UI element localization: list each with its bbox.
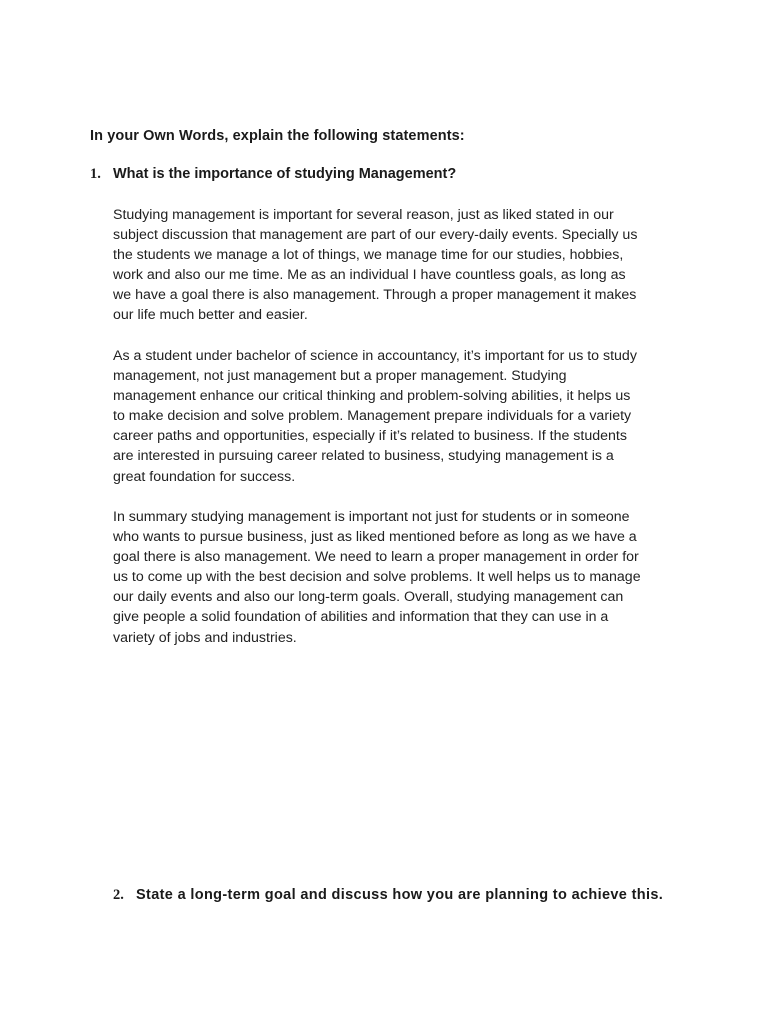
answer-line: who wants to pursue business, just as liked mentioned before as long as we have a bbox=[113, 529, 637, 546]
answer-line: As a student under bachelor of science in accountancy, it’s important for us to study bbox=[113, 348, 637, 364]
answer-line: management, not just management but a proper management. Studying bbox=[113, 368, 567, 385]
question-1-text: What is the importance of studying Management? bbox=[113, 166, 457, 182]
answer-line: we have a goal there is also management. Through a proper management it makes bbox=[113, 287, 637, 304]
question-2-text: State a long-term goal and discuss how you are planning to achieve this. bbox=[136, 887, 664, 903]
instruction-heading: In your Own Words, explain the following statements: bbox=[90, 128, 465, 144]
answer-line: us to come up with the best decision and solve problems. It well helps us to manage bbox=[113, 569, 641, 586]
question-1-number: 1. bbox=[90, 166, 101, 182]
question-2-number: 2. bbox=[113, 887, 124, 903]
answer-line: goal there is also management. We need to learn a proper management in order for bbox=[113, 549, 639, 566]
answer-line: Studying management is important for several reason, just as liked stated in our bbox=[113, 207, 614, 223]
answer-line: the students we manage a lot of things, we manage time for our studies, hobbies, bbox=[113, 247, 624, 264]
answer-line: our daily events and also our long-term goals. Overall, studying management can bbox=[113, 589, 624, 606]
answer-line: are interested in pursuing career related to business, studying management is a bbox=[113, 448, 614, 465]
answer-line: career paths and opportunities, especially if it’s related to business. If the students bbox=[113, 428, 627, 445]
answer-paragraph-2 bbox=[113, 346, 683, 487]
answer-paragraph-1 bbox=[113, 205, 683, 326]
answer-line: In summary studying management is important not just for students or in someone bbox=[113, 509, 630, 525]
answer-paragraph-3 bbox=[113, 507, 683, 648]
answer-line: to make decision and solve problem. Management prepare individuals for a variety bbox=[113, 408, 632, 425]
answer-line: work and also our me time. Me as an individual I have countless goals, as long as bbox=[113, 267, 626, 284]
answer-line: subject discussion that management are part of our every-daily events. Specially us bbox=[113, 227, 638, 244]
answer-line: great foundation for success. bbox=[113, 468, 296, 485]
answer-line: give people a solid foundation of abilities and information that they can use in a bbox=[113, 609, 609, 626]
answer-line: variety of jobs and industries. bbox=[113, 629, 297, 646]
answer-line: management enhance our critical thinking and problem-solving abilities, it helps us bbox=[113, 388, 631, 405]
answer-line: our life much better and easier. bbox=[113, 307, 308, 324]
